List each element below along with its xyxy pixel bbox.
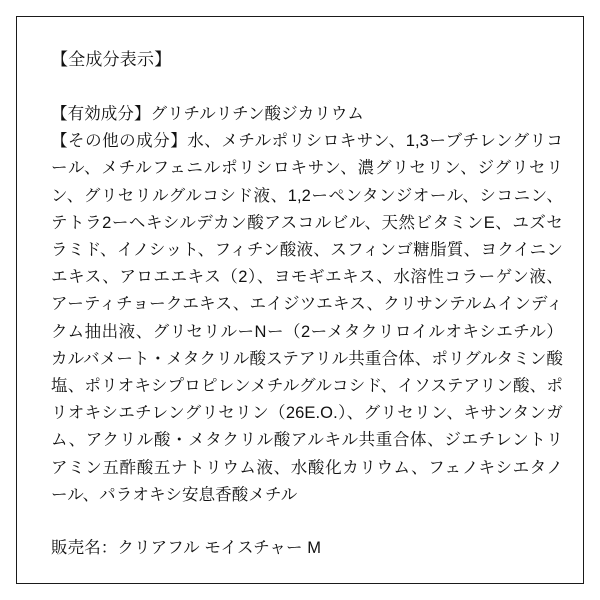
full-ingredients-heading: 【全成分表示】 <box>51 50 172 69</box>
label-border-frame <box>16 16 584 584</box>
other-ingredients-text: 【その他の成分】水、メチルポリシロキサン、1,3ーブチレングリコール、メチルフェニルポリシロキサン、濃グリセリン、ジグリセリン、グリセリルグルコシド液、1,2ーペンタンジオール、シコニン、テトラ2ーヘキシルデカン酸アスコルビル、天然ビタミンE、ユズセラミド、イノシット、フィチン酸液、スフィンゴ糖脂質、ヨクイニンエキス、アロエエキス（2）、ヨモギエキス、水溶性コラーゲン液、アーティチョークエキス、エイジツエキス、クリサンテルムインディクム抽出液、グリセリルーNー（2ーメタクリロイルオキシエチル）カルバメート・メタクリル酸ステアリル共重合体、ポリグルタミン酸塩、ポリオキシプロピレンメチルグルコシド、イソステアリン酸、ポリオキシエチレングリセリン（26E.O.）、グリセリン、キサンタンガム、アクリル酸・メタクリル酸アルキル共重合体、ジエチレントリアミン五酢酸五ナトリウム液、水酸化カリウム、フェノキシエタノール、パラオキシ安息香酸メチル <box>51 132 563 504</box>
label-content <box>51 47 563 562</box>
ingredients-body <box>51 101 563 509</box>
product-name-line: 販売名：クリアフル モイスチャー M <box>51 539 322 558</box>
active-ingredients-line: 【有効成分】グリチルリチン酸ジカリウム <box>51 105 364 123</box>
